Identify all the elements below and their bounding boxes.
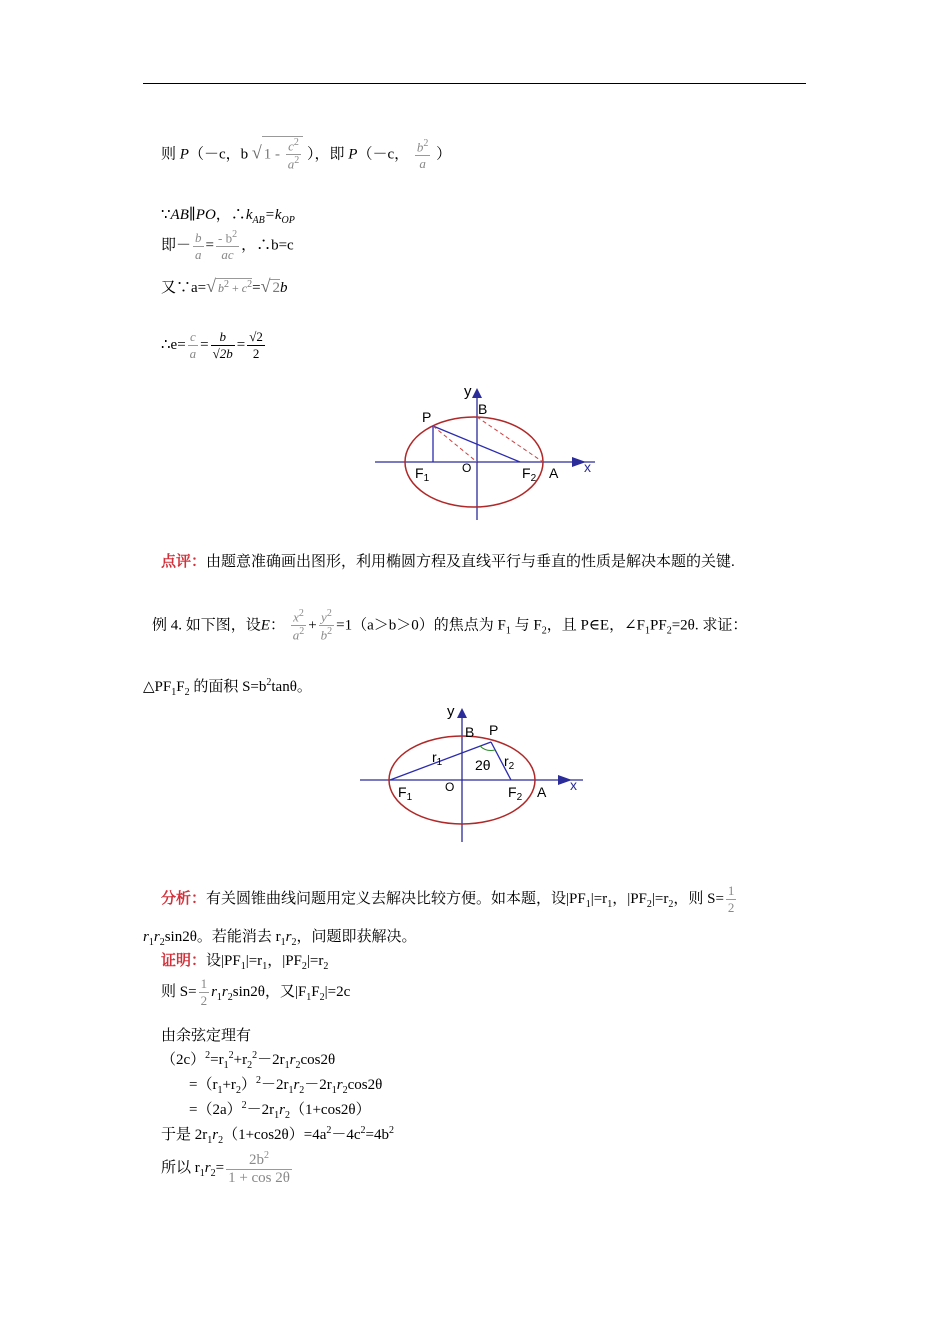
y-arrow-icon xyxy=(457,708,467,718)
example4-line1: 例 4. 如下图，设E： $\frac{x^2}{a^2}$ + $\frac{y^2}{b^2}$ =1（a＞b＞0）的焦点为 $F_1$ 与 $F_2$，且 P∈E，$\angle F_1PF_2=2\theta$. 求证： xyxy=(152,608,748,643)
label-r1: $r_1$ xyxy=(432,749,443,768)
eccentricity-line: ∴e= $\frac{c}{a}$ = $\frac{b}{√2b}$ = $\frac{√2}{2}$ xyxy=(161,329,263,361)
label-F2: $F_2$ xyxy=(508,784,523,803)
label-O: O xyxy=(462,461,472,475)
proof-line2: 则 S= $\frac{1}{2}$ $r_1r_2\sin 2\theta$，又$|F_1F_2|=2c$ xyxy=(161,976,351,1008)
comment-paragraph: 点评：由题意准确画出图形，利用椭圆方程及直线平行与垂直的性质是解决本题的关键. xyxy=(161,554,735,570)
example4-line2: $\triangle PF_1F_2$ 的面积 $S=b^2\tan\theta$。 xyxy=(143,677,312,698)
label-B: B xyxy=(465,724,475,740)
radical-sign: √ xyxy=(251,142,262,163)
analysis-line1: 分析：有关圆锥曲线问题用定义去解决比较方便。如本题，设$|PF_1|=r_1$，$|PF_2|=r_2$，则 S= $\frac{1}{2}$ xyxy=(161,883,735,915)
proof-line6: $=(2a)^2-2r_1r_2(1+\cos 2\theta)$ xyxy=(189,1100,371,1121)
label-r2: $r_2$ xyxy=(504,753,515,772)
label-2theta: 2θ xyxy=(475,757,491,773)
label-B: B xyxy=(478,401,488,417)
label-P: P xyxy=(422,409,432,425)
label-O: O xyxy=(445,780,455,794)
analysis-line2: $r_1r_2\sin 2\theta$。若能消去 $r_1r_2$，问题即获解决。 xyxy=(143,929,417,948)
dashed-po xyxy=(433,426,477,462)
slope-equation-line: 即－ $\frac{b}{a}$ = $\frac{- b^2}{ac}$ ，∴b=c xyxy=(161,229,294,263)
ellipse-figure-1 xyxy=(370,378,610,524)
label-F1: $F_1$ xyxy=(415,465,430,484)
label-x: x xyxy=(570,777,577,793)
proof-label: 证明： xyxy=(161,953,207,969)
parallel-line: ∵AB∥PO，$\therefore k_{AB}=k_{OP}$ xyxy=(161,207,295,226)
proof-line1: 证明：设$|PF_1|=r_1$，$|PF_2|=r_2$ xyxy=(161,953,329,972)
a-value-line: 又∵a=√ $b^2 + c^2=√$ 2b xyxy=(161,276,288,296)
analysis-label: 分析： xyxy=(161,890,207,907)
label-y: y xyxy=(464,383,472,400)
label-y: y xyxy=(447,703,455,720)
label-A: A xyxy=(537,784,547,800)
p-coordinates-line: 则 P（－c，b √ 1 - $\frac{c^2}{a^2}$ ），即 P（－c， $\frac{b^2}{a}$ ） xyxy=(161,137,452,172)
y-arrow-icon xyxy=(472,388,482,398)
header-rule xyxy=(143,83,806,84)
proof-line3: 由余弦定理有 xyxy=(161,1028,252,1044)
proof-line5: $=(r_1+r_2)^2-2r_1r_2-2r_1r_2\cos 2\theta$ xyxy=(189,1075,383,1096)
label-F1: $F_1$ xyxy=(398,784,413,803)
proof-line7: 于是 $2r_1r_2(1+\cos 2\theta)=4a^2-4c^2=4b^2$ xyxy=(161,1125,394,1146)
proof-line8: 所以 $r_1r_2=$ $\frac{2b^2}{1 + \cos 2\theta}$ xyxy=(161,1150,290,1186)
label-A: A xyxy=(549,465,559,481)
proof-line4: $(2c)^2=r_1^2+r_2^2-2r_1r_2\cos 2\theta$ xyxy=(161,1050,336,1071)
ellipse-figure-2 xyxy=(358,700,598,846)
label-F2: $F_2$ xyxy=(522,465,537,484)
label-x: x xyxy=(584,459,591,475)
comment-label: 点评： xyxy=(161,554,207,570)
label-P: P xyxy=(489,722,499,738)
